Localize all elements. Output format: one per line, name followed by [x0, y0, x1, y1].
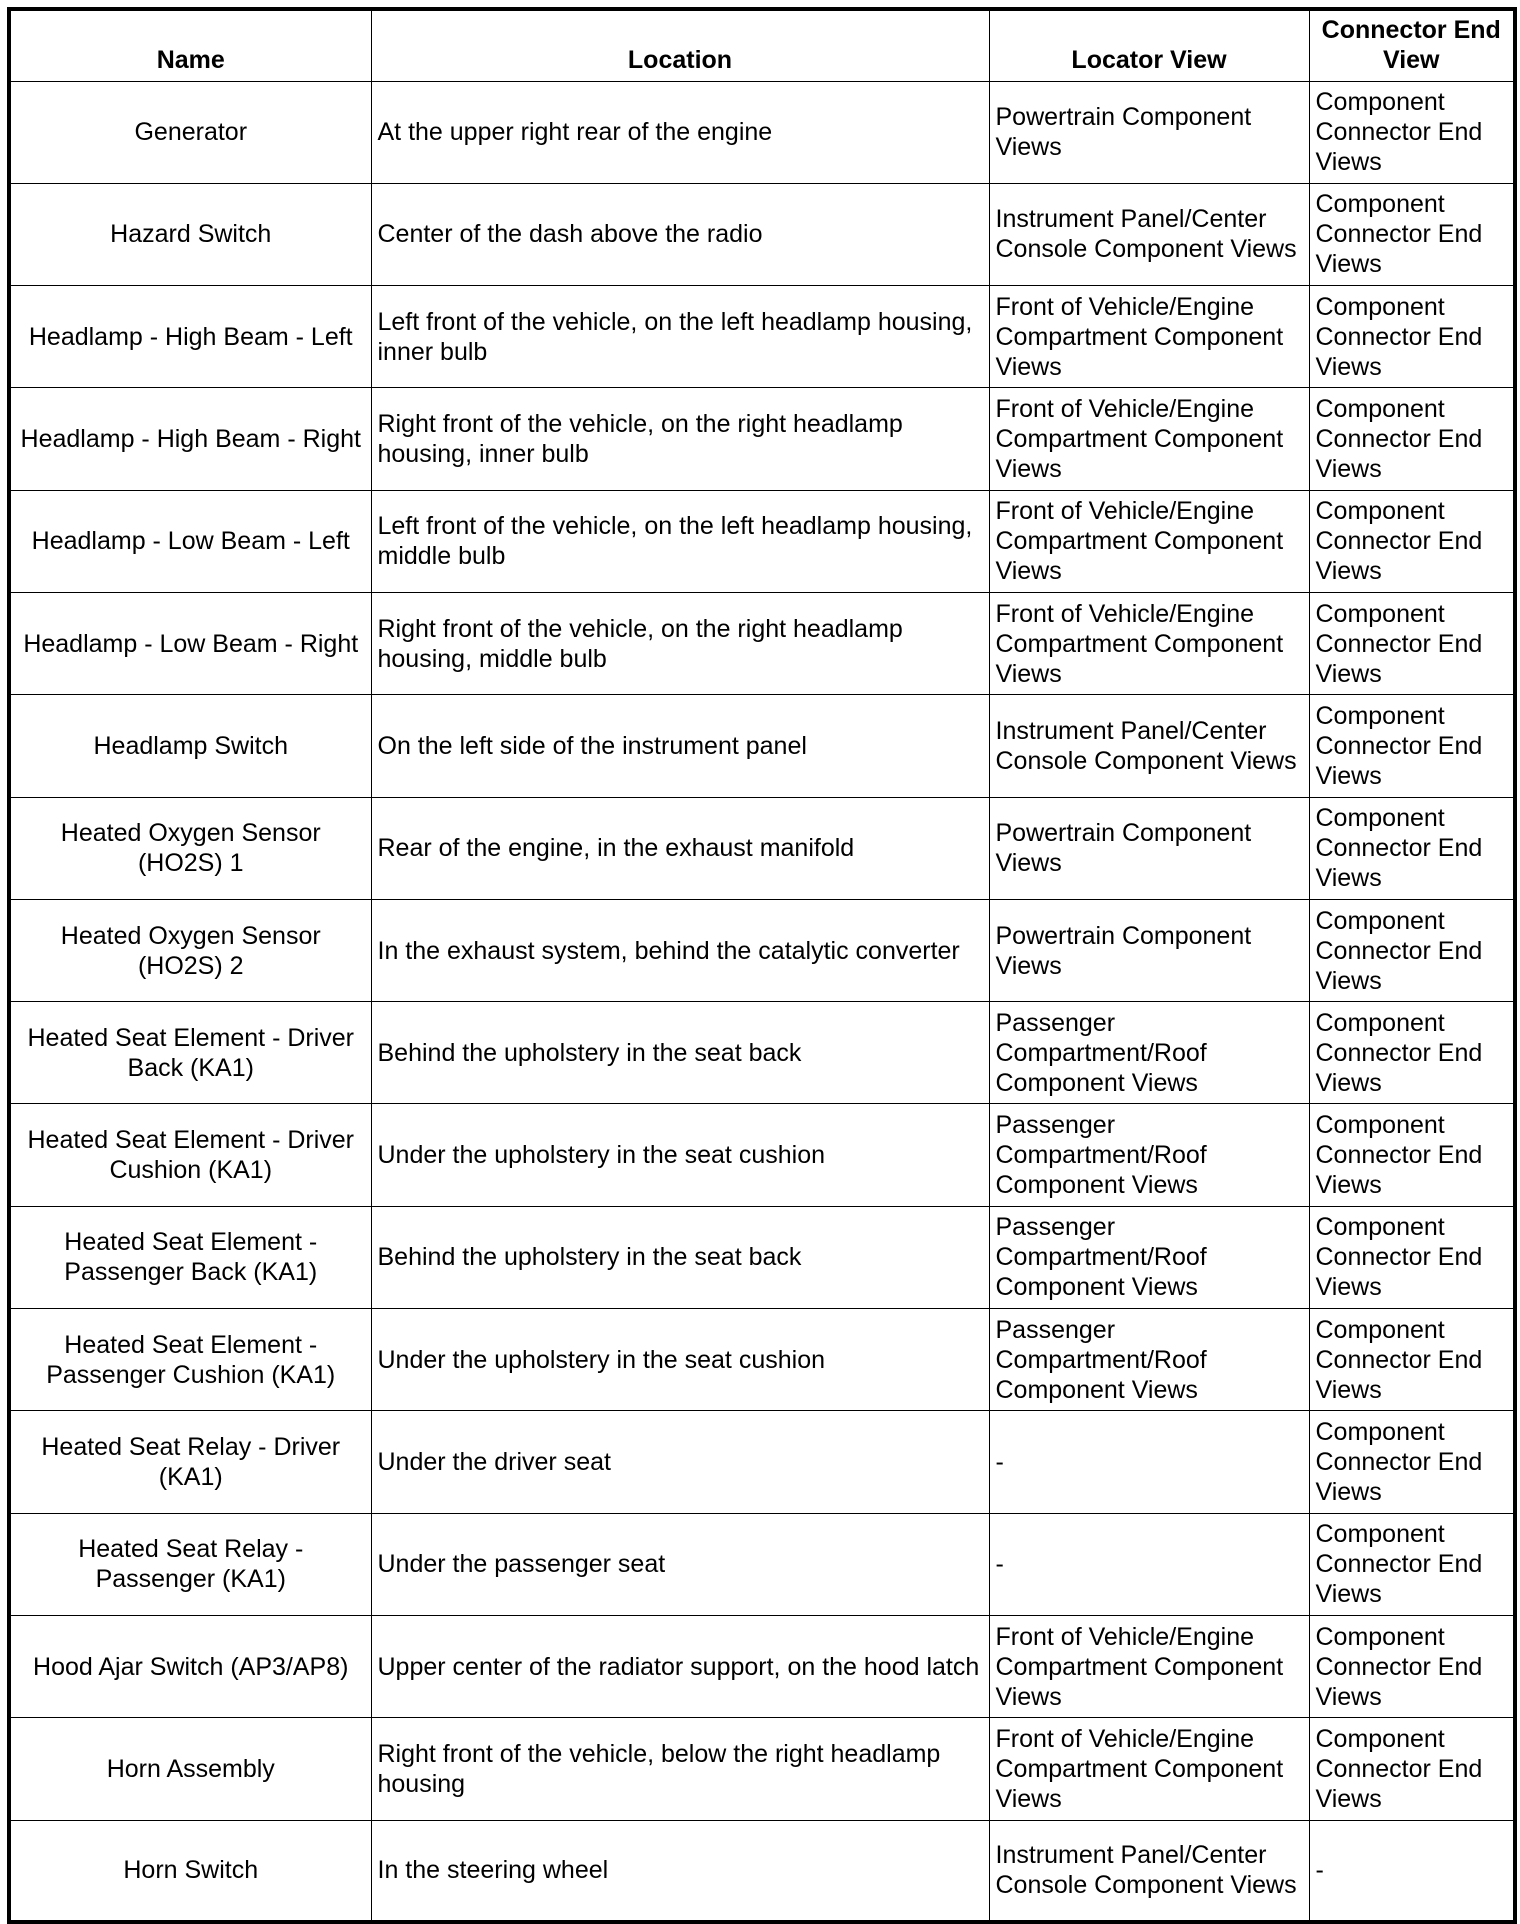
- cell-connector-end-view: Component Connector End Views: [1309, 1206, 1515, 1308]
- table-row: [9, 1309, 1515, 1411]
- cell-name: Headlamp - Low Beam - Right: [9, 592, 371, 694]
- cell-locator-view: Passenger Compartment/Roof Component Views: [989, 1309, 1309, 1411]
- cell-connector-end-view: -: [1309, 1820, 1515, 1922]
- table-row: [9, 388, 1515, 490]
- cell-name: Generator: [9, 81, 371, 183]
- cell-locator-view: Passenger Compartment/Roof Component Views: [989, 1206, 1309, 1308]
- cell-locator-view: Passenger Compartment/Roof Component Views: [989, 1104, 1309, 1206]
- cell-locator-view: Powertrain Component Views: [989, 797, 1309, 899]
- cell-locator-view: -: [989, 1513, 1309, 1615]
- cell-connector-end-view: Component Connector End Views: [1309, 1615, 1515, 1717]
- table-row: [9, 695, 1515, 797]
- document-page: [7, 7, 1513, 1900]
- table-row: [9, 490, 1515, 592]
- cell-name: Headlamp - High Beam - Right: [9, 388, 371, 490]
- cell-locator-view: Front of Vehicle/Engine Compartment Component Views: [989, 592, 1309, 694]
- cell-locator-view: Instrument Panel/Center Console Component Views: [989, 1820, 1309, 1922]
- table-row: [9, 81, 1515, 183]
- table-row: [9, 797, 1515, 899]
- cell-locator-view: Powertrain Component Views: [989, 81, 1309, 183]
- cell-location: Upper center of the radiator support, on the hood latch: [371, 1615, 989, 1717]
- column-header-connector-end-view: Connector End View: [1309, 9, 1515, 81]
- cell-location: Left front of the vehicle, on the left headlamp housing, inner bulb: [371, 286, 989, 388]
- cell-connector-end-view: Component Connector End Views: [1309, 899, 1515, 1001]
- cell-location: Behind the upholstery in the seat back: [371, 1206, 989, 1308]
- table-row: [9, 1206, 1515, 1308]
- table-row: [9, 1615, 1515, 1717]
- column-header-location: Location: [371, 9, 989, 81]
- cell-connector-end-view: Component Connector End Views: [1309, 1411, 1515, 1513]
- table-row: [9, 286, 1515, 388]
- cell-connector-end-view: Component Connector End Views: [1309, 695, 1515, 797]
- table-row: [9, 592, 1515, 694]
- table-row: [9, 1002, 1515, 1104]
- table-row: [9, 1104, 1515, 1206]
- cell-locator-view: Front of Vehicle/Engine Compartment Component Views: [989, 388, 1309, 490]
- cell-location: Under the driver seat: [371, 1411, 989, 1513]
- cell-name: Heated Seat Element - Passenger Cushion (KA1): [9, 1309, 371, 1411]
- cell-connector-end-view: Component Connector End Views: [1309, 592, 1515, 694]
- cell-name: Heated Seat Relay - Passenger (KA1): [9, 1513, 371, 1615]
- column-header-name: Name: [9, 9, 371, 81]
- cell-location: Under the passenger seat: [371, 1513, 989, 1615]
- column-header-locator-view: Locator View: [989, 9, 1309, 81]
- table-row: [9, 1718, 1515, 1820]
- cell-location: Left front of the vehicle, on the left headlamp housing, middle bulb: [371, 490, 989, 592]
- cell-location: On the left side of the instrument panel: [371, 695, 989, 797]
- cell-connector-end-view: Component Connector End Views: [1309, 286, 1515, 388]
- component-locator-table: [7, 7, 1517, 1924]
- cell-location: In the exhaust system, behind the catalytic converter: [371, 899, 989, 1001]
- cell-location: In the steering wheel: [371, 1820, 989, 1922]
- cell-connector-end-view: Component Connector End Views: [1309, 797, 1515, 899]
- cell-name: Headlamp - Low Beam - Left: [9, 490, 371, 592]
- cell-name: Heated Seat Element - Driver Back (KA1): [9, 1002, 371, 1104]
- cell-locator-view: Passenger Compartment/Roof Component Views: [989, 1002, 1309, 1104]
- cell-name: Horn Assembly: [9, 1718, 371, 1820]
- cell-location: Right front of the vehicle, below the right headlamp housing: [371, 1718, 989, 1820]
- cell-name: Hood Ajar Switch (AP3/AP8): [9, 1615, 371, 1717]
- cell-name: Hazard Switch: [9, 183, 371, 285]
- table-row: [9, 1411, 1515, 1513]
- cell-locator-view: Instrument Panel/Center Console Component Views: [989, 183, 1309, 285]
- table-row: [9, 899, 1515, 1001]
- cell-connector-end-view: Component Connector End Views: [1309, 1309, 1515, 1411]
- cell-name: Headlamp - High Beam - Left: [9, 286, 371, 388]
- cell-connector-end-view: Component Connector End Views: [1309, 490, 1515, 592]
- table-row: [9, 183, 1515, 285]
- cell-connector-end-view: Component Connector End Views: [1309, 1104, 1515, 1206]
- cell-locator-view: Instrument Panel/Center Console Component Views: [989, 695, 1309, 797]
- cell-connector-end-view: Component Connector End Views: [1309, 1513, 1515, 1615]
- cell-name: Heated Oxygen Sensor (HO2S) 1: [9, 797, 371, 899]
- cell-locator-view: -: [989, 1411, 1309, 1513]
- cell-locator-view: Front of Vehicle/Engine Compartment Component Views: [989, 490, 1309, 592]
- cell-location: Right front of the vehicle, on the right headlamp housing, middle bulb: [371, 592, 989, 694]
- cell-name: Heated Seat Element - Passenger Back (KA1): [9, 1206, 371, 1308]
- cell-name: Horn Switch: [9, 1820, 371, 1922]
- table-row: [9, 1513, 1515, 1615]
- cell-location: Under the upholstery in the seat cushion: [371, 1104, 989, 1206]
- cell-name: Headlamp Switch: [9, 695, 371, 797]
- cell-location: Rear of the engine, in the exhaust manifold: [371, 797, 989, 899]
- cell-location: At the upper right rear of the engine: [371, 81, 989, 183]
- table-row: [9, 1820, 1515, 1922]
- cell-connector-end-view: Component Connector End Views: [1309, 1718, 1515, 1820]
- table-body: [9, 81, 1515, 1922]
- cell-location: Right front of the vehicle, on the right headlamp housing, inner bulb: [371, 388, 989, 490]
- cell-connector-end-view: Component Connector End Views: [1309, 1002, 1515, 1104]
- cell-locator-view: Front of Vehicle/Engine Compartment Component Views: [989, 1615, 1309, 1717]
- cell-location: Behind the upholstery in the seat back: [371, 1002, 989, 1104]
- header-row: [9, 9, 1515, 81]
- cell-connector-end-view: Component Connector End Views: [1309, 388, 1515, 490]
- cell-location: Under the upholstery in the seat cushion: [371, 1309, 989, 1411]
- cell-locator-view: Powertrain Component Views: [989, 899, 1309, 1001]
- cell-connector-end-view: Component Connector End Views: [1309, 183, 1515, 285]
- cell-name: Heated Seat Relay - Driver (KA1): [9, 1411, 371, 1513]
- cell-locator-view: Front of Vehicle/Engine Compartment Component Views: [989, 286, 1309, 388]
- cell-connector-end-view: Component Connector End Views: [1309, 81, 1515, 183]
- cell-locator-view: Front of Vehicle/Engine Compartment Component Views: [989, 1718, 1309, 1820]
- cell-location: Center of the dash above the radio: [371, 183, 989, 285]
- cell-name: Heated Oxygen Sensor (HO2S) 2: [9, 899, 371, 1001]
- cell-name: Heated Seat Element - Driver Cushion (KA1): [9, 1104, 371, 1206]
